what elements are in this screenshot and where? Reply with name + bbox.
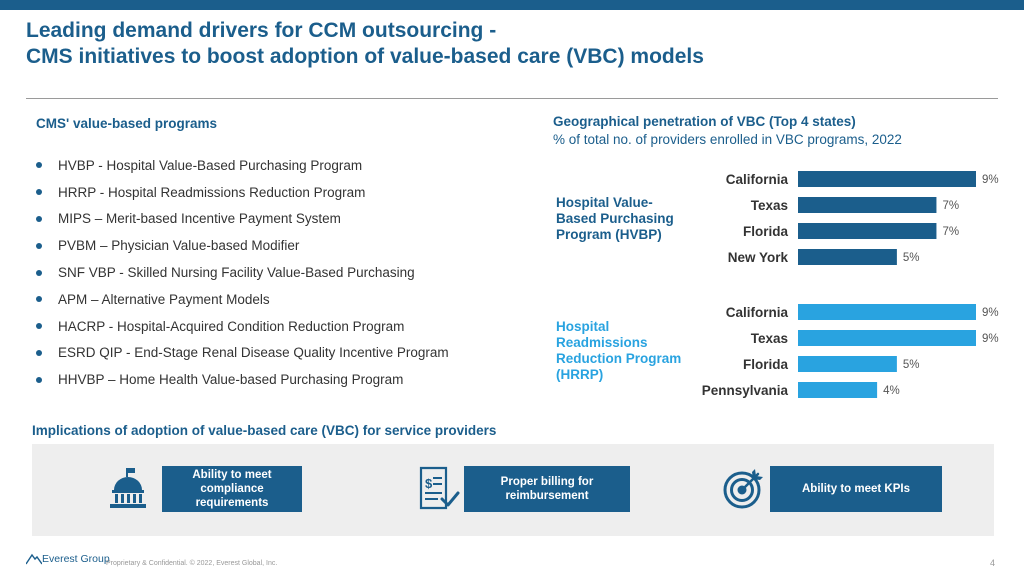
programs-heading: CMS' value-based programs: [36, 116, 218, 131]
bar-1-1: [798, 330, 976, 346]
program-label: HHVBP – Home Health Value-based Purchasing Program: [58, 372, 404, 388]
category-label: New York: [727, 250, 788, 265]
bar-0-1: [798, 197, 936, 213]
chart-subtitle: % of total no. of providers enrolled in VBC programs, 2022: [553, 132, 902, 147]
svg-text:$: $: [425, 476, 433, 491]
bar-0-0: [798, 171, 976, 187]
kpis-box: Ability to meet KPIs: [770, 466, 942, 512]
value-label: 5%: [902, 359, 920, 371]
value-label: 5%: [902, 252, 920, 264]
bar-1-2: [798, 356, 897, 372]
value-label: 9%: [982, 307, 999, 319]
logo-text: Everest Group: [42, 553, 110, 565]
chart-title: Geographical penetration of VBC (Top 4 states): [553, 114, 856, 129]
program-label: MIPS – Merit-based Incentive Payment System: [58, 211, 341, 227]
category-label: Texas: [750, 198, 788, 213]
implications-heading: Implications of adoption of value-based care (VBC) for service providers: [32, 423, 497, 438]
everest-group-logo: [26, 553, 110, 565]
program-label: PVBM – Physician Value-based Modifier: [58, 238, 300, 254]
group-label-hrrp: Hospital Readmissions Reduction Program (HRRP): [556, 319, 682, 382]
title-line-1: Leading demand drivers for CCM outsourcing -: [26, 19, 497, 42]
value-label: 9%: [982, 333, 999, 345]
billing-box: Proper billing for reimbursement: [464, 466, 630, 512]
program-label: HACRP - Hospital-Acquired Condition Reduction Program: [58, 318, 405, 334]
value-label: 7%: [942, 200, 960, 212]
category-label: California: [725, 305, 788, 320]
value-label: 9%: [982, 174, 999, 186]
bar-1-3: [798, 382, 877, 398]
program-label: ESRD QIP - End-Stage Renal Disease Quality Incentive Program: [58, 345, 449, 361]
bar-1-0: [798, 304, 976, 320]
category-label: Florida: [742, 357, 788, 372]
category-label: Pennsylvania: [701, 383, 788, 398]
value-label: 7%: [942, 226, 960, 238]
program-label: HVBP - Hospital Value-Based Purchasing Program: [58, 157, 363, 173]
page-number: 4: [990, 558, 996, 568]
government-building-icon: [106, 466, 150, 510]
program-label: HRRP - Hospital Readmissions Reduction Program: [58, 184, 366, 200]
footer-note: Proprietary & Confidential. © 2022, Everest Global, Inc.: [106, 560, 278, 567]
category-label: Florida: [742, 224, 788, 239]
title-line-2: CMS initiatives to boost adoption of value-based care (VBC) models: [26, 45, 704, 68]
logo-mountain-icon: [26, 553, 42, 565]
compliance-box: Ability to meet compliance requirements: [162, 466, 302, 512]
target-icon: [722, 466, 766, 510]
bar-0-2: [798, 223, 936, 239]
billing-document-icon: [416, 466, 460, 510]
group-label-hvbp: Hospital Value-Based Purchasing Program (HVBP): [556, 195, 674, 242]
value-label: 4%: [883, 385, 900, 397]
category-label: California: [725, 172, 788, 187]
program-label: SNF VBP - Skilled Nursing Facility Value-Based Purchasing: [58, 265, 415, 281]
program-label: APM – Alternative Payment Models: [58, 291, 270, 307]
bar-0-3: [798, 249, 897, 265]
category-label: Texas: [750, 331, 788, 346]
